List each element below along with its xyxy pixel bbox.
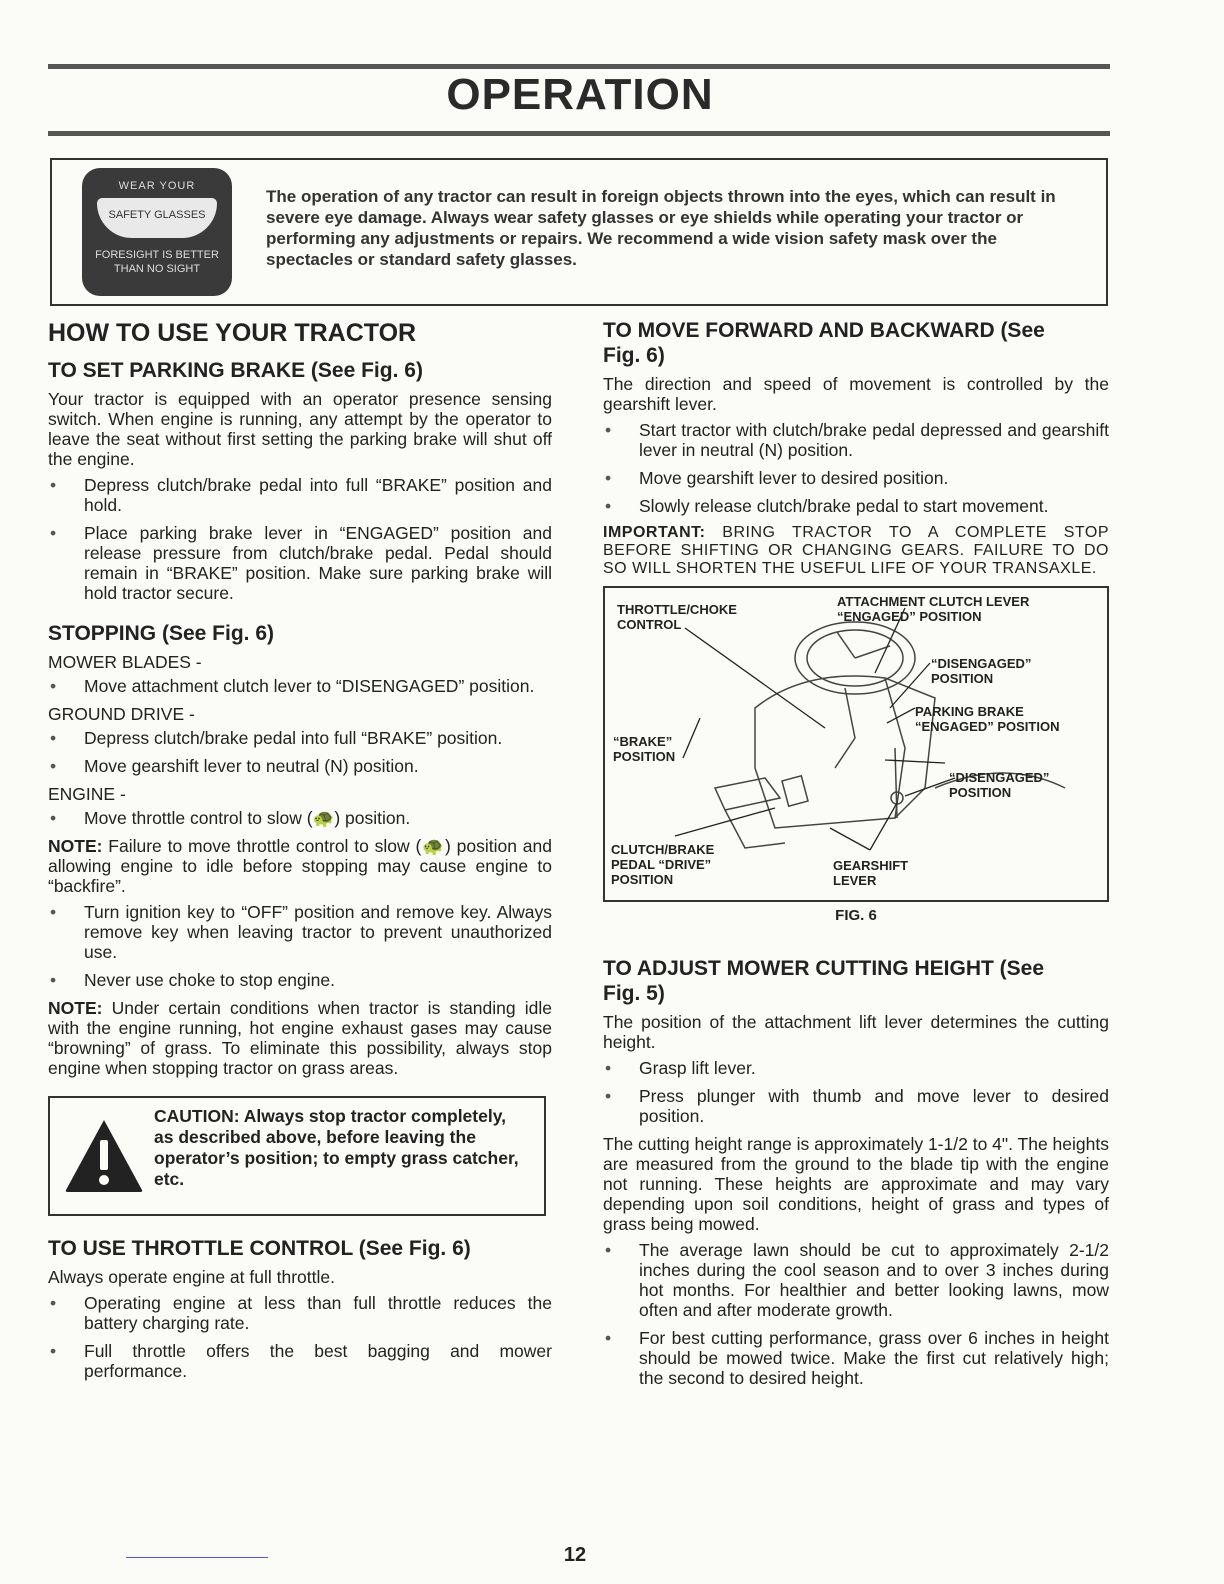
- parking-brake-intro: Your tractor is equipped with an operator presence sensing switch. When engine is running, any attempt by the operator to leave the seat without first setting the parking brake will shut off the engine.: [48, 389, 552, 469]
- engine-list: [48, 808, 552, 828]
- list-item: • Turn ignition key to “OFF” position and remove key. Always remove key when leaving tractor to prevent unauthorized use.: [48, 902, 552, 962]
- cutting-height-intro: The position of the attachment lift lever determines the cutting height.: [603, 1012, 1109, 1052]
- ignition-list: [48, 902, 552, 990]
- list-item: • Move gearshift lever to desired position.: [603, 468, 1109, 488]
- list-item: • Start tractor with clutch/brake pedal depressed and gearshift lever in neutral (N) position.: [603, 420, 1109, 460]
- figure-6: [603, 586, 1109, 902]
- page-number: 12: [563, 1544, 587, 1566]
- stopping-heading: STOPPING (See Fig. 6): [48, 622, 274, 645]
- parking-brake-list: [48, 475, 552, 603]
- safety-warning-box: [50, 158, 1108, 306]
- right-column: [603, 318, 1109, 1396]
- list-item: • Move attachment clutch lever to “DISENGAGED” position.: [48, 676, 552, 696]
- cutting-height-heading: TO ADJUST MOWER CUTTING HEIGHT (See Fig. 5): [603, 957, 1045, 1005]
- list-item: • Full throttle offers the best bagging and mower performance.: [48, 1341, 552, 1381]
- cutting-height-list: [603, 1058, 1109, 1126]
- important-text: BRING TRACTOR TO A COMPLETE STOP BEFORE SHIFTING OR CHANGING GEARS. FAILURE TO DO SO WILL SHORTEN THE USEFUL LIFE OF YOUR TRANSAXLE.: [603, 524, 1109, 577]
- logo-top-text: WEAR YOUR: [118, 180, 196, 192]
- logo-lens-text: SAFETY GLASSES: [97, 198, 217, 238]
- throttle-list: [48, 1293, 552, 1381]
- caution-text: CAUTION: Always stop tractor completely, as described above, before leaving the operator’s position; to empty grass catcher, etc.: [154, 1106, 519, 1189]
- throttle-heading: TO USE THROTTLE CONTROL (See Fig. 6): [48, 1237, 471, 1260]
- caution-box: [48, 1096, 546, 1216]
- throttle-intro: Always operate engine at full throttle.: [48, 1267, 335, 1287]
- list-item: • Move throttle control to slow (🐢) position.: [48, 808, 552, 828]
- list-item: • For best cutting performance, grass over 6 inches in height should be mowed twice. Make the first cut relatively high; the second to desired height.: [603, 1328, 1109, 1388]
- label-disengaged-lower: “DISENGAGED” POSITION: [949, 770, 1050, 800]
- note-text: Under certain conditions when tractor is standing idle with the engine running, hot engine exhaust gases may cause “browning” of grass. To eliminate this possibility, always stop engine when stopping tractor on grass areas.: [48, 998, 552, 1078]
- list-item: • Slowly release clutch/brake pedal to start movement.: [603, 496, 1109, 516]
- important-note: [603, 524, 1109, 578]
- list-item: • Grasp lift lever.: [603, 1058, 1109, 1078]
- ground-drive-list: [48, 728, 552, 776]
- safety-warning-text: The operation of any tractor can result in foreign objects thrown into the eyes, which can result in severe eye damage. Always wear safety glasses or eye shields while operating your tractor or performing any adjustments or repairs. We recommend a wide vision safety mask over the spectacles or standard safety glasses.: [266, 187, 1056, 269]
- forward-list: [603, 420, 1109, 516]
- parking-brake-heading: TO SET PARKING BRAKE (See Fig. 6): [48, 359, 423, 382]
- label-brake-position: “BRAKE” POSITION: [613, 734, 676, 764]
- list-item: • Place parking brake lever in “ENGAGED” position and release pressure from clutch/brake pedal. Pedal should remain in “BRAKE” position. Make sure parking brake will hold tractor secure.: [48, 523, 552, 603]
- logo-bottom-text: FORESIGHT IS BETTER THAN NO SIGHT: [95, 249, 219, 275]
- ground-drive-label: GROUND DRIVE -: [48, 704, 195, 724]
- important-label: IMPORTANT:: [603, 524, 706, 541]
- note-text: Failure to move throttle control to slow (🐢) position and allowing engine to idle before stopping may cause engine to “backfire”.: [48, 836, 552, 896]
- label-gearshift-lever: GEARSHIFT LEVER: [833, 858, 909, 888]
- list-item: • Depress clutch/brake pedal into full “BRAKE” position.: [48, 728, 552, 748]
- warning-triangle-icon: [64, 1118, 144, 1194]
- engine-label: ENGINE -: [48, 784, 126, 804]
- title-rule: [48, 131, 1110, 136]
- mower-blades-label: MOWER BLADES -: [48, 652, 202, 672]
- label-parking-brake: PARKING BRAKE “ENGAGED” POSITION: [915, 704, 1060, 734]
- list-item: • Operating engine at less than full throttle reduces the battery charging rate.: [48, 1293, 552, 1333]
- left-column: [48, 318, 552, 1389]
- cutting-height-range: The cutting height range is approximately 1-1/2 to 4". The heights are measured from the ground to the blade tip with the engine not running. These heights are approximate and may vary depending upon soil conditions, height of grass and types of grass being mowed.: [603, 1134, 1109, 1234]
- mowing-tips-list: [603, 1240, 1109, 1388]
- page-title: OPERATION: [446, 70, 714, 119]
- list-item: • Depress clutch/brake pedal into full “BRAKE” position and hold.: [48, 475, 552, 515]
- label-clutch-brake-pedal: CLUTCH/BRAKE PEDAL “DRIVE” POSITION: [611, 842, 715, 887]
- label-throttle-choke: THROTTLE/CHOKE CONTROL: [617, 602, 737, 632]
- note-label: NOTE:: [48, 836, 103, 856]
- figure-caption: FIG. 6: [835, 907, 877, 924]
- forward-backward-heading: TO MOVE FORWARD AND BACKWARD (See Fig. 6): [603, 319, 1045, 367]
- label-disengaged-upper: “DISENGAGED” POSITION: [931, 656, 1032, 686]
- list-item: • Press plunger with thumb and move lever to desired position.: [603, 1086, 1109, 1126]
- label-attachment-clutch: ATTACHMENT CLUTCH LEVER “ENGAGED” POSITION: [837, 594, 1030, 624]
- footer-line: [126, 1557, 268, 1558]
- list-item: • Move gearshift lever to neutral (N) position.: [48, 756, 552, 776]
- note-backfire: [48, 836, 552, 896]
- list-item: • The average lawn should be cut to approximately 2-1/2 inches during the cool season and to over 3 inches during hot months. For healthier and better looking lawns, mow often and after moderate growth.: [603, 1240, 1109, 1320]
- list-item: • Never use choke to stop engine.: [48, 970, 552, 990]
- note-browning: [48, 998, 552, 1078]
- forward-intro: The direction and speed of movement is controlled by the gearshift lever.: [603, 374, 1109, 414]
- main-heading: HOW TO USE YOUR TRACTOR: [48, 319, 417, 347]
- mower-blades-list: [48, 676, 552, 696]
- note-label: NOTE:: [48, 998, 103, 1018]
- safety-glasses-logo: [82, 168, 232, 296]
- top-rule: [48, 64, 1110, 69]
